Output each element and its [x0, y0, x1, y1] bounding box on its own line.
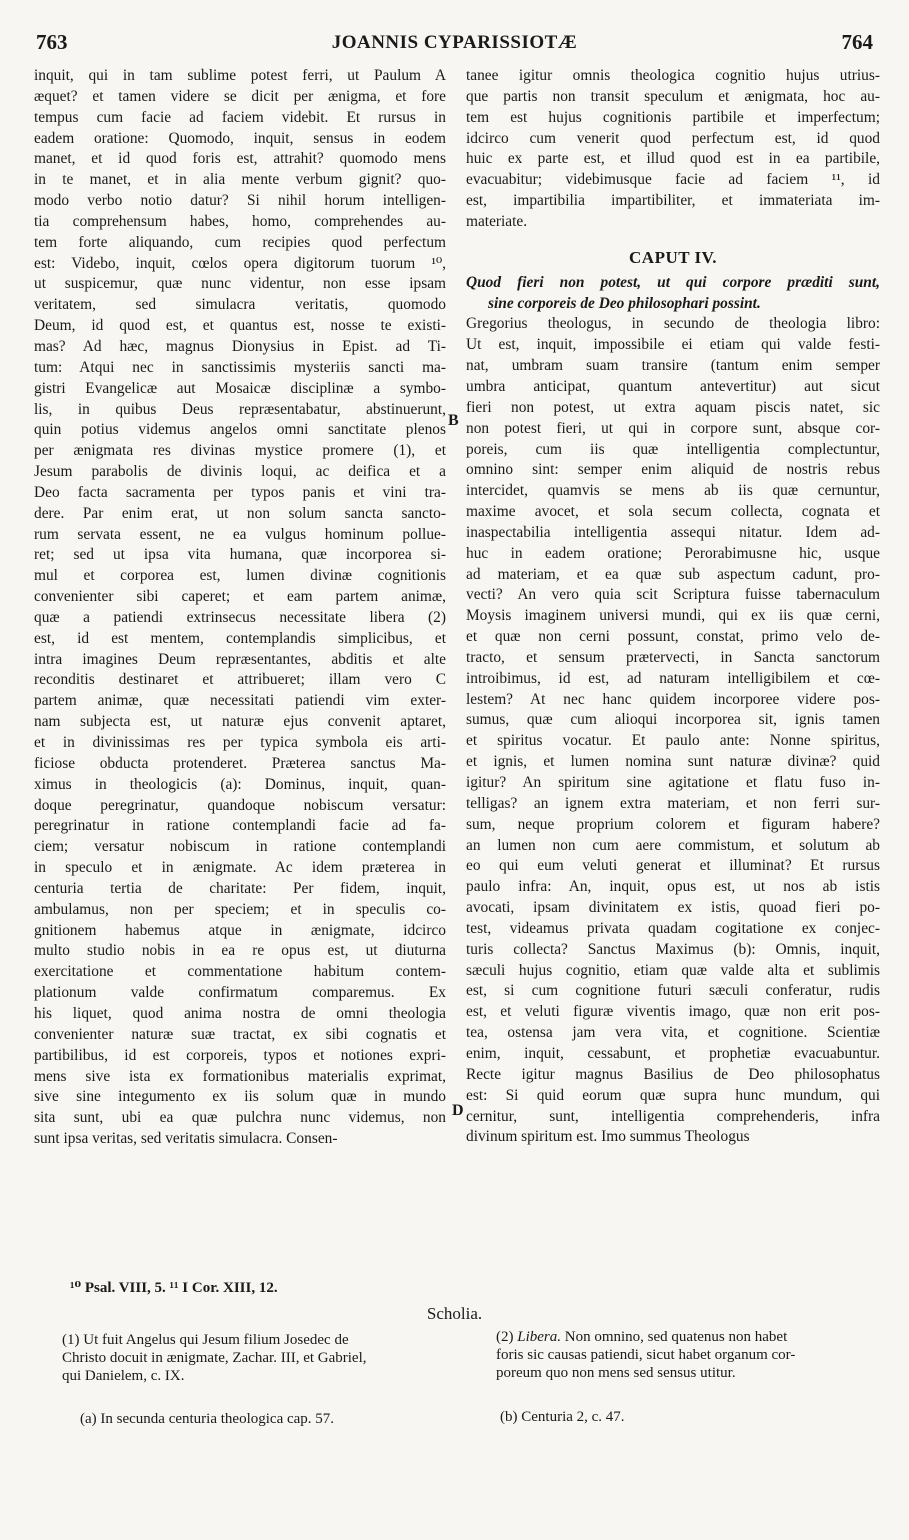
text-line: in te manet, et in alia mente verbum gignit? quo-: [34, 171, 446, 189]
text-line: nat, umbram suam transire (tantum enim semper: [466, 357, 880, 375]
text-line: que partis non transit speculum et ænigmata, hoc au-: [466, 87, 880, 105]
text-line: dere. Par enim erat, ut non solum sancta sancto-: [34, 504, 446, 522]
scholion-2-text: Non omnino, sed quatenus non habet: [561, 1329, 788, 1345]
text-line: Recte igitur magnus Basilius de Deo philosophatus: [466, 1065, 880, 1083]
text-line: convenienter sibi caperet; et eam partem animæ,: [34, 588, 446, 606]
text-line: eadem oratione: Quomodo, inquit, sensus in eodem: [34, 129, 446, 147]
text-line: idcirco cum venerit quod perfectum est, id quod: [466, 129, 880, 147]
text-line: tem forte aliquando, cum recipies quod perfectum: [34, 233, 446, 251]
text-line: tem est hujus cognitionis partibile et imperfectum;: [466, 108, 880, 126]
text-line: an lumen non cum aere commistum, et solutum ab: [466, 836, 880, 854]
text-line: quin potius videmus angelos omni sanctitate plenos: [34, 421, 446, 439]
text-line: est, id est mentem, contemplandis simplicibus, et: [34, 629, 446, 647]
text-line: Deo facta sacramenta per typos panis et vini tra-: [34, 483, 446, 501]
text-line: turis collecta? Sanctus Maximus (b): Omnis, inquit,: [466, 940, 880, 958]
text-line: et in divinissimas res per typica symbola eis arti-: [34, 734, 446, 751]
text-line: intercidet, quamvis se mens ab iis quæ cernuntur,: [466, 482, 880, 500]
text-line: sumus, quæ cum alioqui incorporea sit, ignis tamen: [466, 711, 880, 729]
text-line: mas? Ad hæc, magnus Dionysius in Epist. ad Ti-: [34, 337, 446, 355]
text-line: cernitur, sunt, intelligentia comprehenderis, infra: [466, 1107, 880, 1125]
text-line: modo verbo notio datur? Si nihil horum intelligen-: [34, 192, 446, 210]
scholion-2-rest: [496, 1346, 882, 1382]
text-line: partem animæ, quæ necessitati patiendi vim exter-: [34, 692, 446, 710]
scholion-2-label: Libera.: [517, 1329, 562, 1345]
text-line: peregrinatur in ratione contemplandi facie ad fa-: [34, 817, 446, 835]
text-line: lestem? At nec hanc quidem incorporee videre pos-: [466, 690, 880, 708]
text-line: veritatem, sed simulacra veritatis, quomodo: [34, 296, 446, 314]
text-line: ad materiam, et ea quæ sub aspectum cadunt, pro-: [466, 565, 880, 583]
text-line: sive sine integumento ex iis solum quæ in mundo: [34, 1088, 446, 1106]
text-line: exercitatione et commentatione habitum contem-: [34, 963, 446, 981]
text-line: Gregorius theologus, in secundo de theologia libro:: [466, 315, 880, 333]
page-number-left: 763: [36, 30, 68, 54]
text-line: tanee igitur omnis theologica cognitio hujus utrius-: [466, 67, 880, 84]
text-line: reconditis destinaret et attribueret; illam vero C: [34, 671, 446, 689]
text-line: tempus cum facie ad faciem videbit. Et rursus in: [34, 108, 446, 126]
text-line: quæ a patiendi extrinsecus necessitate libera (2): [34, 608, 446, 626]
scholion-line: (1) Ut fuit Angelus qui Jesum filium Josedec de: [62, 1332, 349, 1348]
text-line: convenienter naturæ suæ tractat, ex sibi cognatis et: [34, 1025, 446, 1043]
text-line: intra imagines Deum repræsentantes, abditis et alte: [34, 650, 446, 668]
text-line: fieri non potest, ut extra aquam piscis natet, sic: [466, 398, 880, 416]
text-line: rum servata essent, ne ea vulgus hominum pollue-: [34, 525, 446, 543]
scholion-2-line: [496, 1328, 882, 1346]
text-line: igitur? An spiritum sine agitatione et flatu fuso in-: [466, 774, 880, 791]
text-line: gnitionem habemus atque in ænigmate, idcirco: [34, 921, 446, 939]
text-line: est, impartibilia impartibiliter, et immateriata im-: [466, 192, 880, 210]
scholion-line: poreum quo non mens sed sensus utitur.: [496, 1365, 736, 1381]
text-line: manet, et id quod foris est, attrahit? quomodo mens: [34, 150, 446, 168]
text-line: omnino sint: semper enim aliquid de nostris rebus: [466, 461, 880, 479]
text-line: partibilibus, id est corporeis, typos et notiones expri-: [34, 1046, 446, 1064]
text-line: mul et corporea est, lumen divinæ cognitionis: [34, 567, 446, 585]
text-line: avocati, ipsam divinitatem ex istis, quoad fieri po-: [466, 899, 880, 917]
text-line: ret; sed ut ipsa vita humana, quæ incorporea si-: [34, 546, 446, 564]
text-line: ciem; versatur nobiscum in ratione contemplandi: [34, 838, 446, 856]
text-line: huc in eadem oratione; Perorabimusne hic, usque: [466, 544, 880, 562]
page-header: [36, 30, 873, 60]
text-line: ut suspicemur, quæ nunc videntur, non esse ipsam: [34, 275, 446, 293]
text-line: enim, inquit, cessabunt, et prophetiæ evacuabuntur.: [466, 1044, 880, 1062]
scholion-a: (a) In secunda centuria theologica cap. 57.: [80, 1411, 335, 1427]
text-line: in speculo et in ænigmate. Ac idem præterea in: [34, 859, 446, 877]
footnote-references: ¹⁰ Psal. VIII, 5. ¹¹ I Cor. XIII, 12.: [70, 1280, 278, 1296]
scholion-line: foris sic causas patiendi, sicut habet organum cor-: [496, 1347, 796, 1363]
text-line: sita sunt, ubi ea quæ pulchra nunc videmus, non: [34, 1109, 446, 1127]
page-number-right: 764: [841, 30, 873, 54]
scholion-1: [62, 1331, 462, 1385]
text-line: Ut est, inquit, impossibile ei etiam qui valde festi-: [466, 336, 880, 354]
scholion-line: Christo docuit in ænigmate, Zachar. III, et Gabriel,: [62, 1350, 367, 1366]
text-line: ximus in theologicis (a): Dominus, inquit, quan-: [34, 775, 446, 793]
text-line: ficiose obducta protenderet. Præterea sanctus Ma-: [34, 754, 446, 772]
text-line: et quæ non cerni possunt, constat, primo velo de-: [466, 628, 880, 646]
text-line: tum: Atqui nec in sanctissimis mysteriis sancti ma-: [34, 358, 446, 376]
right-column-body: [466, 314, 880, 1148]
chapter-heading-line: Quod fieri non potest, ut qui corpore præditi sunt,: [466, 273, 880, 291]
text-line: et spiritus vocatur. Et paulo ante: Nonne spiritus,: [466, 732, 880, 750]
right-column: [466, 66, 880, 1148]
text-line: huic ex parte est, et illud quod est in ea partibile,: [466, 150, 880, 168]
text-line: tea, ostensa jam vera vita, et cognitione. Scientiæ: [466, 1024, 880, 1042]
text-line: evacuabitur; videbimusque facie ad faciem ¹¹, id: [466, 171, 880, 189]
chapter-title: CAPUT IV.: [629, 247, 717, 267]
text-line: introibimus, id est, ad naturam intelligibilem et cœ-: [466, 669, 880, 687]
text-line: Moysis imaginem universi mundi, qui ex iis quæ cerni,: [466, 607, 880, 625]
text-line: paulo infra: An, inquit, opus est, ut nos ab istis: [466, 878, 880, 896]
text-line: vecti? An vero quia scit Scriptura fuisse tabernaculum: [466, 586, 880, 604]
text-line: maxime avocet, et sola secum collecta, cognata et: [466, 503, 880, 521]
text-line: est: Videbo, inquit, cœlos opera digitorum tuorum ¹⁰,: [34, 254, 446, 272]
scholion-2: [496, 1328, 882, 1382]
text-line: sum, neque proprium colorem et figuram habere?: [466, 815, 880, 833]
text-line: tracto, et sensum prætervecti, in Sancta sanctorum: [466, 648, 880, 666]
text-line: nam subjecta est, ut naturæ ejus convenit aptaret,: [34, 713, 446, 731]
text-line: telligas? an ignem extra materiam, et non ferri sur-: [466, 794, 880, 812]
running-title: JOANNIS CYPARISSIOTÆ: [331, 32, 578, 53]
text-line: Deum, id quod est, et quantus est, nosse te existi-: [34, 317, 446, 335]
text-line: Jesum parabolis de divinis loqui, ac deifica et a: [34, 463, 446, 481]
text-line: test, videamus privata quadam cogitatione ex conjec-: [466, 919, 880, 937]
text-line: gistri Evangelicæ aut Mosaicæ disciplinæ a symbo-: [34, 379, 446, 397]
text-line: ambulamus, non per speciem; et in speculis co-: [34, 900, 446, 918]
text-line: est, et veluti figuræ viventis imago, quæ non erit pos-: [466, 1003, 880, 1021]
text-line: non potest fieri, ut qui in corpore sunt, absque cor-: [466, 419, 880, 437]
chapter-heading-line: sine corporeis de Deo philosophari possint.: [488, 294, 761, 312]
left-column: [34, 66, 446, 1150]
text-line: inaspectabilia intelligentia assequi nitatur. Idem ad-: [466, 523, 880, 541]
text-line: tia comprehensum habes, homo, comprehendes au-: [34, 212, 446, 230]
scholion-b: (b) Centuria 2, c. 47.: [500, 1409, 625, 1425]
text-line: et ignis, et lumen nomina sunt naturæ divinæ? quid: [466, 753, 880, 771]
text-line: sunt ipsa veritas, sed veritatis simulacra. Consen-: [34, 1130, 338, 1148]
text-line: est: Si quid eorum quæ supra hunc mundum, qui: [466, 1086, 880, 1104]
margin-letter-d: D: [452, 1102, 464, 1119]
margin-letter-b: B: [448, 412, 459, 429]
scholion-2-number: (2): [496, 1329, 518, 1345]
text-line: divinum spiritum est. Imo summus Theologus: [466, 1128, 750, 1146]
text-line: plationum valde confirmatum comparemus. Ex: [34, 984, 446, 1002]
text-line: doque peregrinatur, quandoque nobiscum versatur:: [34, 796, 446, 814]
right-column-continuation: [466, 66, 880, 233]
text-line: poreis, cum iis quæ intelligentia complectuntur,: [466, 440, 880, 458]
text-line: mens sive ista ex formationibus materialis exprimat,: [34, 1067, 446, 1085]
scholia-title: Scholia.: [426, 1304, 483, 1323]
text-line: inquit, qui in tam sublime potest ferri, ut Paulum A: [34, 67, 446, 84]
text-line: lis, in quibus Deus repræsentabatur, abstinuerunt,: [34, 400, 446, 418]
chapter-heading: [466, 273, 880, 315]
text-line: eo qui eum veluti generat et illuminat? Et rursus: [466, 857, 880, 875]
text-line: centuria tertia de charitate: Per fidem, inquit,: [34, 879, 446, 897]
scholion-line: qui Danielem, c. IX.: [62, 1368, 185, 1384]
text-line: per ænigmata res divinas mystice promere (1), et: [34, 442, 446, 460]
text-line: multo studio nobis in ea re opus est, ut diuturna: [34, 942, 446, 960]
text-line: materiate.: [466, 212, 528, 230]
text-line: his liquet, quod anima nostra de omni theologia: [34, 1004, 446, 1022]
text-line: æquet? et tamen videre se dicit per ænigma, et fore: [34, 87, 446, 105]
text-line: sæculi hujus cognitio, etiam quæ valde alta et sublimis: [466, 961, 880, 979]
text-line: est, si cum cognitione futuri sæculi conferatur, rudis: [466, 982, 880, 1000]
text-line: umbra anticipat, quantum antevertitur) aut sicut: [466, 377, 880, 395]
